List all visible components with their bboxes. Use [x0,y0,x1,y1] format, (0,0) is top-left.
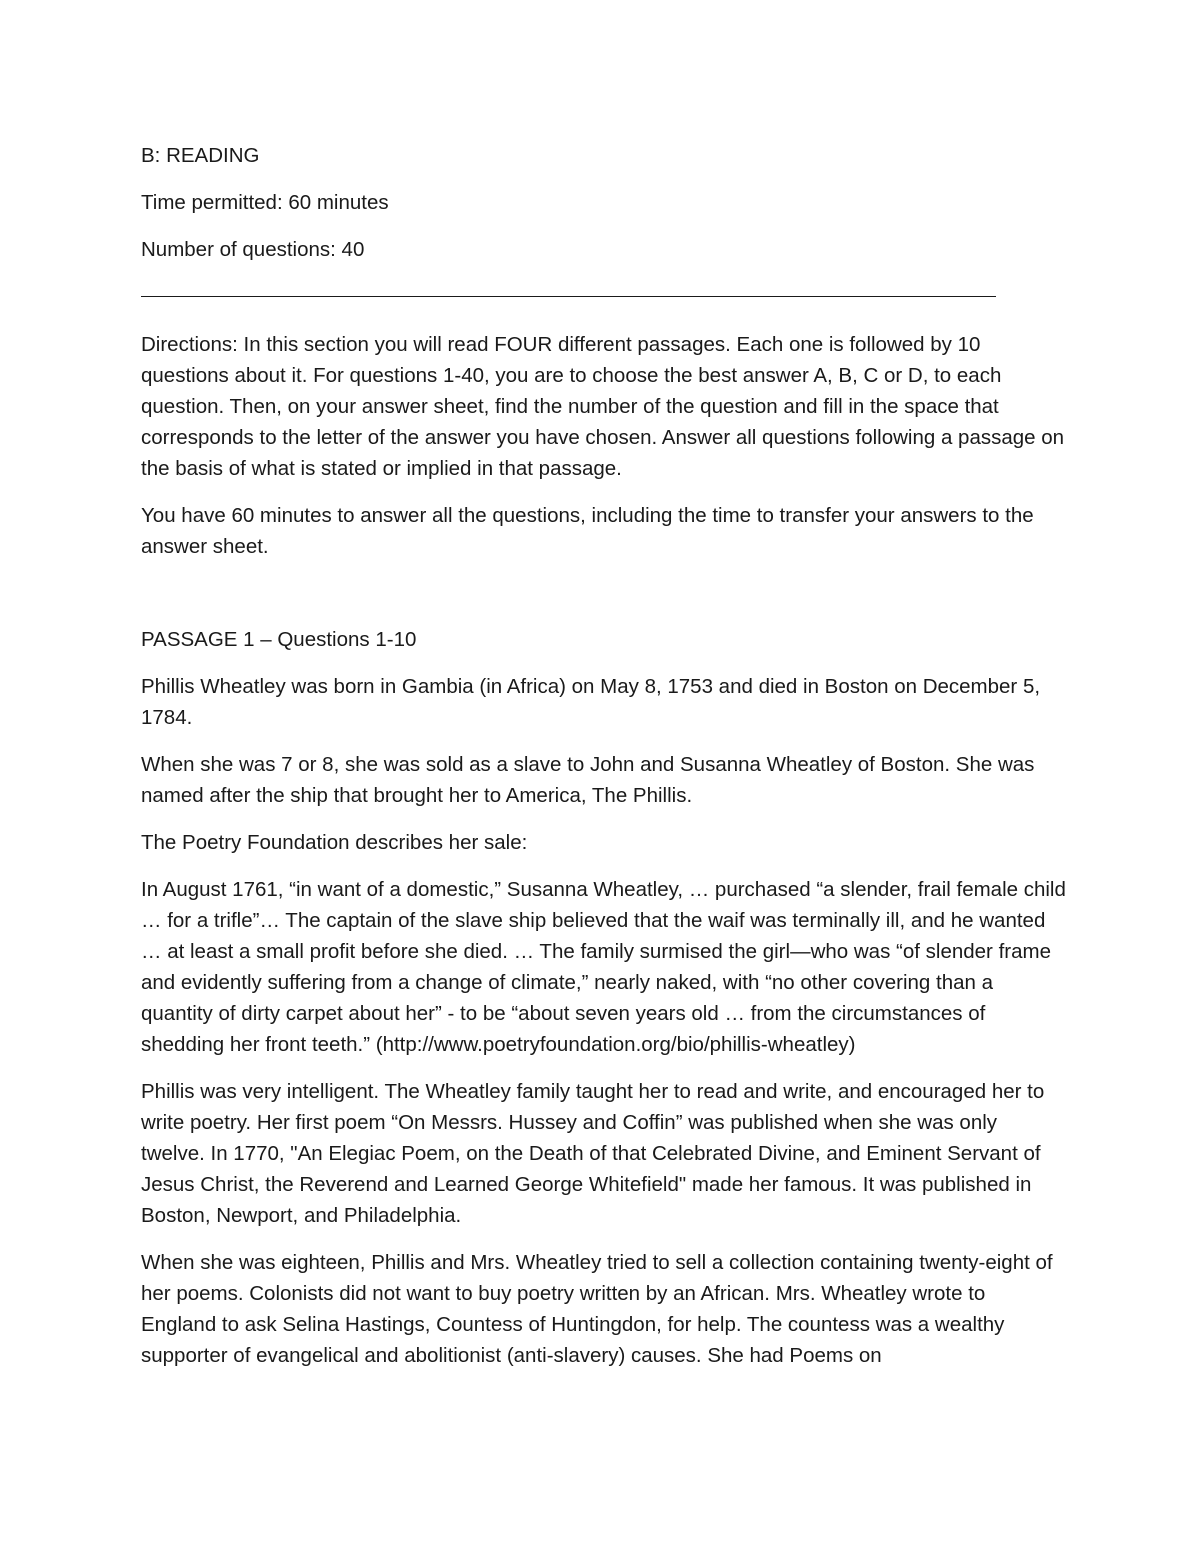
directions-paragraph: Directions: In this section you will read FOUR different passages. Each one is followed by 10 questions about it. For questions 1-40, you are to choose the best answer A, B, C or D, to each question. Then, on your answer sheet, find the number of the question and fill in the space that corresponds to the letter of the answer you have chosen. Answer all questions following a passage on the basis of what is stated or implied in that passage. [141,333,1065,480]
passage-paragraph: Phillis was very intelligent. The Wheatley family taught her to read and write, and encouraged her to write poetry. Her first poem “On Messrs. Hussey and Coffin” was published when she was only twelve. In 1770, "An Elegiac Poem, on the Death of that Celebrated Divine, and Eminent Servant of Jesus Christ, the Reverend and Learned George Whitefield" made her famous. It was published in Boston, Newport, and Philadelphia. [141,1080,1045,1227]
passage-paragraph: The Poetry Foundation describes her sale: [141,831,528,854]
time-permitted: Time permitted: 60 minutes [141,191,389,214]
document-page [141,140,1066,1387]
horizontal-divider [141,296,996,297]
passage-quote-paragraph: In August 1761, “in want of a domestic,” Susanna Wheatley, … purchased “a slender, frail female child … for a trifle”… The captain of the slave ship believed that the waif was terminally ill, and he wanted … at least a small profit before she died. … The family surmised the girl—who was “of slender frame and evidently suffering from a change of climate,” nearly naked, with “no other covering than a quantity of dirty carpet about her” - to be “about seven years old … from the circumstances of shedding her front teeth.” (http://www.poetryfoundation.org/bio/phillis-wheatley) [141,878,1066,1056]
passage-paragraph: When she was eighteen, Phillis and Mrs. Wheatley tried to sell a collection containing twenty-eight of her poems. Colonists did not want to buy poetry written by an African. Mrs. Wheatley wrote to England to ask Selina Hastings, Countess of Huntingdon, for help. The countess was a wealthy supporter of evangelical and abolitionist (anti-slavery) causes. She had Poems on [141,1251,1053,1367]
passage-paragraph: When she was 7 or 8, she was sold as a slave to John and Susanna Wheatley of Boston. She was named after the ship that brought her to America, The Phillis. [141,753,1035,807]
time-note-paragraph: You have 60 minutes to answer all the questions, including the time to transfer your answers to the answer sheet. [141,504,1034,558]
section-title: B: READING [141,144,260,167]
passage-paragraph: Phillis Wheatley was born in Gambia (in Africa) on May 8, 1753 and died in Boston on December 5, 1784. [141,675,1041,729]
passage-heading: PASSAGE 1 – Questions 1-10 [141,628,417,651]
number-of-questions: Number of questions: 40 [141,238,365,261]
